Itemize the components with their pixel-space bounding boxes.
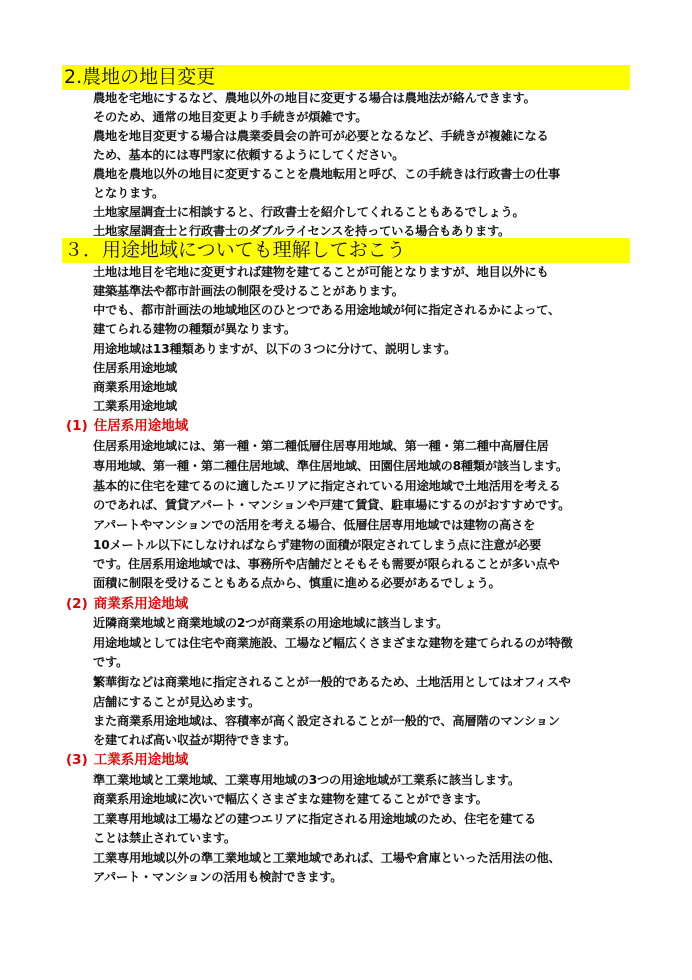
paragraph-line: 住居系用途地域には、第一種・第二種低層住居専用地域、第一種・第二種中高層住居 [93,439,549,453]
paragraph-line: 店舗にすることが見込めます。 [93,695,260,709]
paragraph-line: 工業専用地域は工場などの建つエリアに指定される用途地域のため、住宅を建てる [93,812,537,826]
subheading-number: (3) [66,752,88,768]
subheading-title: 住居系用途地域 [93,418,189,434]
list-item: 住居系用途地域 [93,361,177,375]
paragraph-line: 土地家屋調査士と行政書士のダブルライセンスを持っている場合もあります。 [93,224,511,238]
paragraph-line: 基本的に住宅を建てるのに適したエリアに指定されている用途地域で土地活用を考える [93,479,561,493]
paragraph-line: ことは禁止されています。 [93,831,236,845]
paragraph-line: また商業系用途地域は、容積率が高く設定されることが一般的で、高層階のマンション [93,714,560,728]
paragraph-line: アパート・マンションの活用も検討できます。 [93,870,343,884]
paragraph-line: です。 [93,655,128,669]
paragraph-line: 近隣商業地域と商業地域の2つが商業系の用途地域に該当します。 [93,616,448,630]
paragraph-line: 10メートル以下にしなければならず建物の面積が限定されてしまう点に注意が必要 [93,538,542,552]
list-item: 商業系用途地域 [93,380,177,394]
paragraph-line: 工業専用地域以外の準工業地域と工業地域であれば、工場や倉庫といった活用法の他、 [93,851,561,865]
paragraph-line: 中でも、都市計画法の地域地区のひとつである用途地域が何に指定されるかによって、 [93,303,561,317]
subheading-residential [66,416,188,436]
paragraph-line: そのため、通常の地目変更より手続きが煩雑です。 [93,110,368,124]
paragraph-line: 面積に制限を受けることもある点から、慎重に進める必要があるでしょう。 [93,576,501,590]
paragraph-line: 建築基準法や都市計画法の制限を受けることがあります。 [93,284,404,298]
paragraph-line: 土地家屋調査士に相談すると、行政書士を紹介してくれることもあるでしょう。 [93,205,525,219]
paragraph-line: ため、基本的には専門家に依頼するようにしてください。 [93,148,405,162]
paragraph-line: のであれば、賃貸アパート・マンションや戸建て賃貸、駐車場にするのがおすすめです。 [93,498,571,512]
paragraph-line: です。住居系用途地域では、事務所や店舗だとそもそも需要が限られることが多い点や [93,557,560,571]
paragraph-line: 用途地域は13種類ありますが、以下の３つに分けて、説明します。 [93,342,456,356]
paragraph-line: 準工業地域と工業地域、工業専用地域の3つの用途地域が工業系に該当します。 [93,773,520,787]
paragraph-line: 農地を地目変更する場合は農業委員会の許可が必要となるなど、手続きが複雑になる [93,129,549,143]
section-heading-farmland: 2.農地の地目変更 [62,65,630,90]
paragraph-line: 建てられる建物の種類が異なります。 [93,322,296,336]
subheading-commercial [66,594,188,614]
paragraph-line: 専用地域、第一種・第二種住居地域、準住居地域、田園住居地域の8種類が該当します。 [93,459,568,473]
paragraph-line: 用途地域としては住宅や商業施設、工場など幅広くさまざまな建物を建てられるのが特徴 [93,636,573,650]
subheading-title: 工業系用途地域 [93,752,189,768]
paragraph-line: となります。 [93,186,164,200]
paragraph-line: アパートやマンションでの活用を考える場合、低層住居専用地域では建物の高さを [93,518,536,532]
section-heading-zoning: ３．用途地域についても理解しておこう [62,238,630,263]
subheading-title: 商業系用途地域 [93,596,189,612]
paragraph-line: 農地を宅地にするなど、農地以外の地目に変更する場合は農地法が絡んできます。 [93,91,536,105]
list-item: 工業系用途地域 [93,399,177,413]
paragraph-line: 土地は地目を宅地に変更すれば建物を建てることが可能となりますが、地目以外にも [93,265,549,279]
paragraph-line: 農地を農地以外の地目に変更することを農地転用と呼び、この手続きは行政書士の仕事 [93,167,561,181]
subheading-industrial [66,750,188,770]
subheading-number: (2) [66,596,88,612]
subheading-number: (1) [66,418,88,434]
paragraph-line: 商業系用途地域に次いで幅広くさまざまな建物を建てることができます。 [93,792,488,806]
paragraph-line: 繁華街などは商業地に指定されることが一般的であるため、土地活用としてはオフィスや [93,675,571,689]
paragraph-line: を建てれば高い収益が期待できます。 [93,733,296,747]
